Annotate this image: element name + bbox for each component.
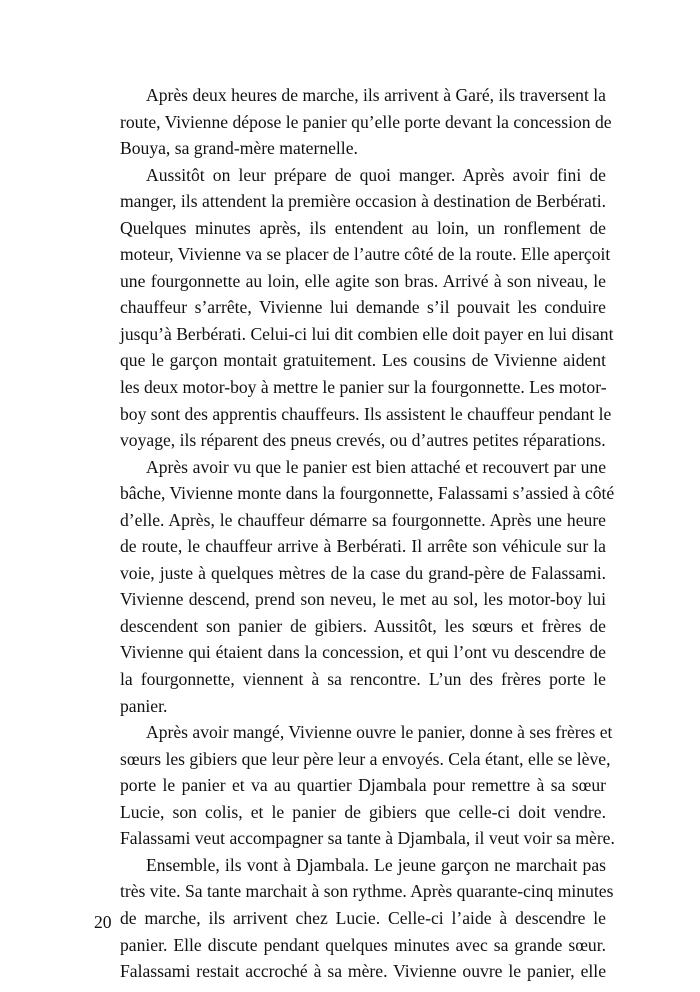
text-line: sœurs les gibiers que leur père leur a envoyés. Cela étant, elle se lève, (120, 748, 611, 769)
text-line: Aussitôt on leur prépare de quoi manger. Après avoir fini de (146, 164, 606, 185)
paragraph-3 (94, 454, 615, 719)
text-line: Falassami veut accompagner sa tante à Djambala, il veut voir sa mère. (120, 828, 615, 849)
page-body (94, 82, 615, 985)
text-line: les deux motor-boy à mettre le panier sur la fourgonnette. Les motor- (120, 377, 607, 398)
text-line: une fourgonnette au loin, elle agite son bras. Arrivé à son niveau, le (120, 270, 606, 291)
text-line: Vivienne descend, prend son neveu, le met au sol, les motor-boy lui (120, 589, 606, 610)
paragraph-5 (94, 852, 614, 985)
text-line: Falassami restait accroché à sa mère. Vivienne ouvre le panier, elle (120, 961, 606, 982)
text-line: moteur, Vivienne va se placer de l’autre côté de la route. Elle aperçoit (120, 244, 611, 265)
text-line: descendent son panier de gibiers. Aussitôt, les sœurs et frères de (120, 615, 606, 636)
text-line: route, Vivienne dépose le panier qu’elle porte devant la concession de (120, 111, 612, 132)
text-line: manger, ils attendent la première occasion à destination de Berbérati. (120, 191, 606, 212)
text-line: Ensemble, ils vont à Djambala. Le jeune garçon ne marchait pas (146, 854, 606, 875)
text-line: Vivienne qui étaient dans la concession, et qui l’ont vu descendre de (120, 642, 606, 663)
text-line: panier. Elle discute pendant quelques minutes avec sa grande sœur. (120, 934, 606, 955)
text-line: Après avoir vu que le panier est bien attaché et recouvert par une (146, 456, 606, 477)
text-line: Après avoir mangé, Vivienne ouvre le panier, donne à ses frères et (146, 722, 613, 743)
text-line: de marche, ils arrivent chez Lucie. Celle-ci l’aide à descendre le (120, 907, 606, 928)
text-line: Quelques minutes après, ils entendent au loin, un ronflement de (120, 217, 606, 238)
text-line: boy sont des apprentis chauffeurs. Ils assistent le chauffeur pendant le (120, 403, 612, 424)
text-line: voyage, ils réparent des pneus crevés, ou d’autres petites réparations. (120, 430, 606, 451)
text-line: voie, juste à quelques mètres de la case du grand-père de Falassami. (120, 562, 606, 583)
paragraph-2 (94, 162, 614, 454)
text-line: de route, le chauffeur arrive à Berbérati. Il arrête son véhicule sur la (120, 536, 606, 557)
text-line: la fourgonnette, viennent à sa rencontre. L’un des frères porte le (120, 669, 606, 690)
text-line: panier. (120, 695, 168, 716)
text-line: jusqu’à Berbérati. Celui-ci lui dit combien elle doit payer en lui disant (120, 323, 614, 344)
text-line: Après deux heures de marche, ils arrivent à Garé, ils traversent la (146, 85, 606, 105)
text-line: chauffeur s’arrête, Vivienne lui demande s’il pouvait les conduire (120, 297, 606, 318)
text-line: Lucie, son colis, et le panier de gibiers que celle-ci doit vendre. (120, 801, 606, 822)
page-number: 20 (94, 912, 112, 932)
text-line: bâche, Vivienne monte dans la fourgonnette, Falassami s’assied à côté (120, 483, 615, 504)
text-line: très vite. Sa tante marchait à son rythme. Après quarante-cinq minutes (120, 881, 614, 902)
text-line: d’elle. Après, le chauffeur démarre sa fourgonnette. Après une heure (120, 509, 606, 530)
paragraph-4 (94, 719, 615, 852)
text-line: porte le panier et va au quartier Djambala pour remettre à sa sœur (120, 775, 606, 796)
paragraph-1 (94, 82, 612, 162)
text-line: que le garçon montait gratuitement. Les cousins de Vivienne aident (120, 350, 606, 371)
text-line: Bouya, sa grand-mère maternelle. (120, 138, 358, 159)
